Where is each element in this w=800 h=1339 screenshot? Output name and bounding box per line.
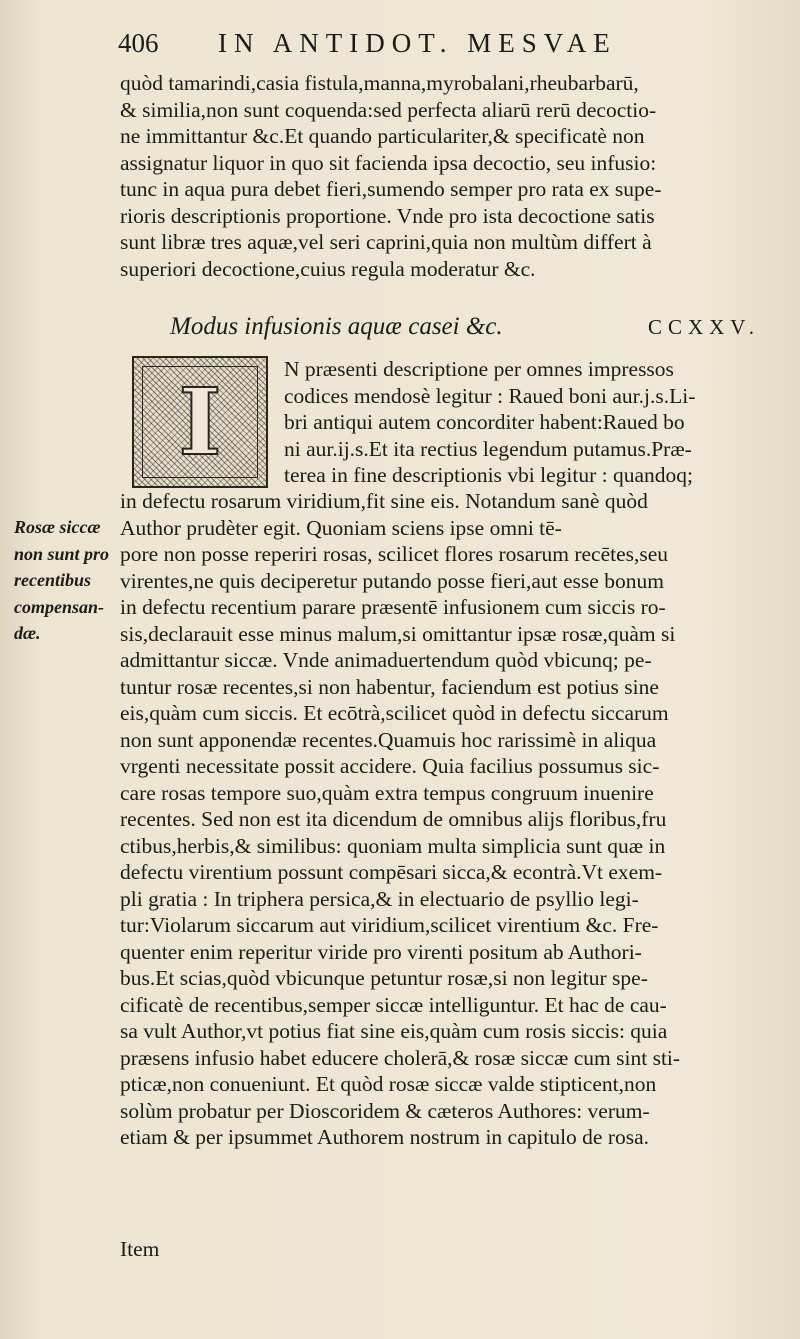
text-line: codices mendosè legitur : Raued boni aur.j.s.Li- — [284, 383, 696, 408]
initial-frame — [142, 366, 258, 478]
marginal-line: Rosæ siccæ — [14, 517, 101, 537]
text-line: ni aur.ij.s.Et ita rectius legendum putamus.Præ- — [284, 436, 692, 461]
text-line: vrgenti necessitate possit accidere. Quia facilius possumus sic- — [120, 754, 660, 778]
text-line: pticæ,non conueniunt. Et quòd rosæ siccæ valde stipticent,non — [120, 1072, 657, 1096]
decorated-initial — [132, 356, 268, 488]
text-line: in defectu rosarum viridium,fit sine eis. Notandum sanè quòd — [120, 489, 648, 513]
text-line: solùm probatur per Dioscoridem & cæteros Authores: verum- — [120, 1098, 650, 1123]
text-line: rioris descriptionis proportione. Vnde pro ista decoctione satis — [120, 203, 655, 228]
text-line: bri antiqui autem concorditer habent:Raued bo — [284, 410, 685, 434]
text-line: terea in fine descriptionis vbi legitur : quandoq; — [284, 463, 693, 487]
text-line — [120, 1151, 760, 1178]
initial-letter: I — [178, 368, 222, 476]
text-line: in defectu recentium parare præsentē infusionem cum siccis ro- — [120, 595, 666, 619]
text-line: sa vult Author,vt potius fiat sine eis,quàm cum rosis siccis: quia — [120, 1019, 668, 1043]
paragraph-before-heading — [120, 70, 760, 282]
catchword: Item — [120, 1237, 160, 1261]
text-line: quòd tamarindi,casia fistula,manna,myrobalani,rheubarbarū, — [120, 71, 639, 95]
text-line: admittantur siccæ. Vnde animaduertendum quòd vbicunq; pe- — [120, 648, 652, 672]
marginal-line: compensan- — [14, 596, 104, 617]
paragraph-beside-initial — [284, 356, 764, 489]
text-line: tunc in aqua pura debet fieri,sumendo semper pro rata ex supe- — [120, 177, 662, 201]
section-title: Modus infusionis aquæ casei &c. — [170, 313, 503, 340]
marginal-line: recentibus — [14, 570, 92, 590]
running-head — [118, 28, 758, 72]
marginal-line: non sunt pro — [14, 543, 110, 564]
text-line — [120, 1204, 760, 1231]
marginal-line: dæ. — [14, 623, 41, 643]
text-line: care rosas tempore suo,quàm extra tempus congruum inuenire — [120, 780, 654, 805]
text-line: ne immittantur &c.Et quando particulariter,& specificatè non — [120, 124, 645, 148]
page-number: 406 — [118, 28, 159, 58]
running-title: IN ANTIDOT. MESVAE — [218, 28, 617, 58]
text-line: etiam & per ipsummet Authorem nostrum in capitulo de rosa. — [120, 1125, 650, 1149]
section-number: CCXXV. — [647, 315, 760, 339]
text-line: sis,declarauit esse minus malum,si omittantur ipsæ rosæ,quàm si — [120, 621, 676, 646]
text-line: cificatè de recentibus,semper siccæ intelliguntur. Et hac de cau- — [120, 992, 667, 1017]
paragraph-after-initial — [120, 488, 760, 1257]
marginal-note — [14, 514, 124, 647]
text-line: tuntur rosæ recentes,si non habentur, faciendum est potius sine — [120, 674, 659, 699]
text-line: Author prudèter egit. Quoniam sciens ipse omni tē- — [120, 515, 562, 540]
text-line: virentes,ne quis deciperetur putando posse fieri,aut esse bonum — [120, 568, 664, 593]
text-line: non sunt apponendæ recentes.Quamuis hoc rarissimè in aliqua — [120, 727, 657, 752]
text-line: recentes. Sed non est ita dicendum de omnibus alijs floribus,fru — [120, 807, 667, 831]
text-line: ctibus,herbis,& similibus: quoniam multa simplicia sunt quæ in — [120, 833, 666, 858]
text-line: N præsenti descriptione per omnes impressos — [284, 357, 674, 381]
text-line: defectu virentium possunt compēsari sicca,& econtrà.Vt exem- — [120, 860, 663, 884]
text-line: tur:Violarum siccarum aut viridium,scilicet virentium &c. Fre- — [120, 913, 659, 937]
text-line — [120, 1177, 760, 1204]
text-line: sunt libræ tres aquæ,vel seri caprini,quia non multùm differt à — [120, 230, 652, 254]
text-line: eis,quàm cum siccis. Et ecōtrà,scilicet quòd in defectu siccarum — [120, 701, 669, 725]
text-line: pore non posse reperiri rosas, scilicet flores rosarum recētes,seu — [120, 542, 669, 566]
text-line: quenter enim reperitur viride pro virenti positum ab Authori- — [120, 939, 642, 964]
text-line: bus.Et scias,quòd vbicunque petuntur rosæ,si non legitur spe- — [120, 966, 648, 990]
text-line: & similia,non sunt coquenda:sed perfecta aliarū rerū decoctio- — [120, 97, 657, 122]
text-line: superiori decoctione,cuius regula moderatur &c. — [120, 256, 536, 281]
text-line: pli gratia : In triphera persica,& in electuario de psyllio legi- — [120, 886, 639, 911]
section-heading — [170, 313, 760, 341]
text-line: assignatur liquor in quo sit facienda ipsa decoctio, seu infusio: — [120, 150, 657, 175]
text-line: præsens infusio habet educere cholerā,& rosæ siccæ cum sint sti- — [120, 1045, 681, 1070]
